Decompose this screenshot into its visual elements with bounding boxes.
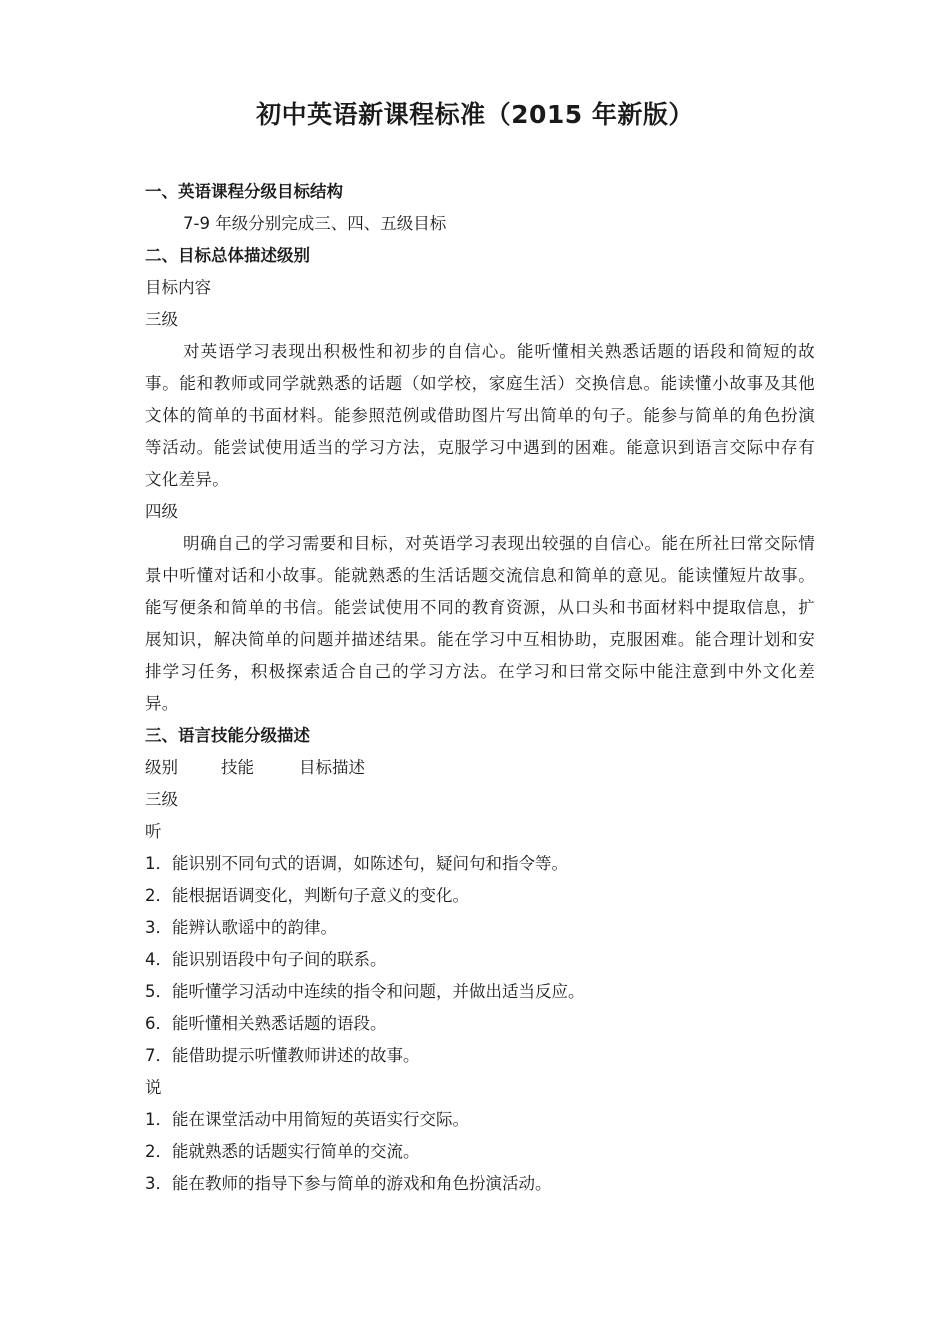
document-title: 初中英语新课程标准（2015 年新版） [256,100,694,129]
speaking-item: 1．能在课堂活动中用简短的英语实行交际。 [145,1110,469,1129]
listening-item: 7．能借助提示听懂教师讲述的故事。 [145,1046,420,1065]
document-body [145,176,815,1200]
column-skill: 技能 [221,758,254,777]
column-level: 级别 [145,758,178,777]
listening-item: 3．能辨认歌谣中的韵律。 [145,918,337,937]
listening-item: 6．能听懂相关熟悉话题的语段。 [145,1014,387,1033]
listening-item: 1．能识别不同句式的语调，如陈述句，疑问句和指令等。 [145,854,568,873]
section-1-heading: 一、英语课程分级目标结构 [145,182,343,201]
speaking-item: 2．能就熟悉的话题实行简单的交流。 [145,1142,420,1161]
speaking-label: 说 [145,1078,162,1097]
level-4-paragraph: 明确自己的学习需要和目标，对英语学习表现出较强的自信心。能在所社曰常交际情景中听懂对话和小故事。能就熟悉的生活话题交流信息和简单的意见。能读懂短片故事。能写便条和简单的书信。能尝试使用不同的教育资源，从口头和书面材料中提取信息，扩展知识，解决简单的问题并描述结果。能在学习中互相协助，克服困难。能合理计划和安排学习任务，积极探索适合自己的学习方法。在学习和曰常交际中能注意到中外文化差异。 [145,534,815,713]
skills-table-header [145,752,815,784]
speaking-item: 3．能在教师的指导下参与简单的游戏和角色扮演活动。 [145,1174,552,1193]
listening-item: 2．能根据语调变化，判断句子意义的变化。 [145,886,469,905]
listening-item: 5．能听懂学习活动中连续的指令和问题，并做出适当反应。 [145,982,585,1001]
level-3-label: 三级 [145,310,178,329]
listening-label: 听 [145,822,162,841]
level-3-paragraph: 对英语学习表现出积极性和初步的自信心。能听懂相关熟悉话题的语段和简短的故事。能和教师或同学就熟悉的话题（如学校，家庭生活）交换信息。能读懂小故事及其他文体的简单的书面材料。能参照范例或借助图片写出简单的句子。能参与简单的角色扮演等活动。能尝试使用适当的学习方法，克服学习中遇到的困难。能意识到语言交际中存有文化差异。 [145,342,815,489]
column-description: 目标描述 [299,758,365,777]
target-content-label: 目标内容 [145,278,211,297]
listening-item: 4．能识别语段中句子间的联系。 [145,950,387,969]
skills-level-3-label: 三级 [145,790,178,809]
section-2-heading: 二、目标总体描述级别 [145,246,310,265]
level-4-label: 四级 [145,502,178,521]
section-3-heading: 三、语言技能分级描述 [145,726,310,745]
section-1-text: 7-9 年级分别完成三、四、五级目标 [183,214,447,233]
